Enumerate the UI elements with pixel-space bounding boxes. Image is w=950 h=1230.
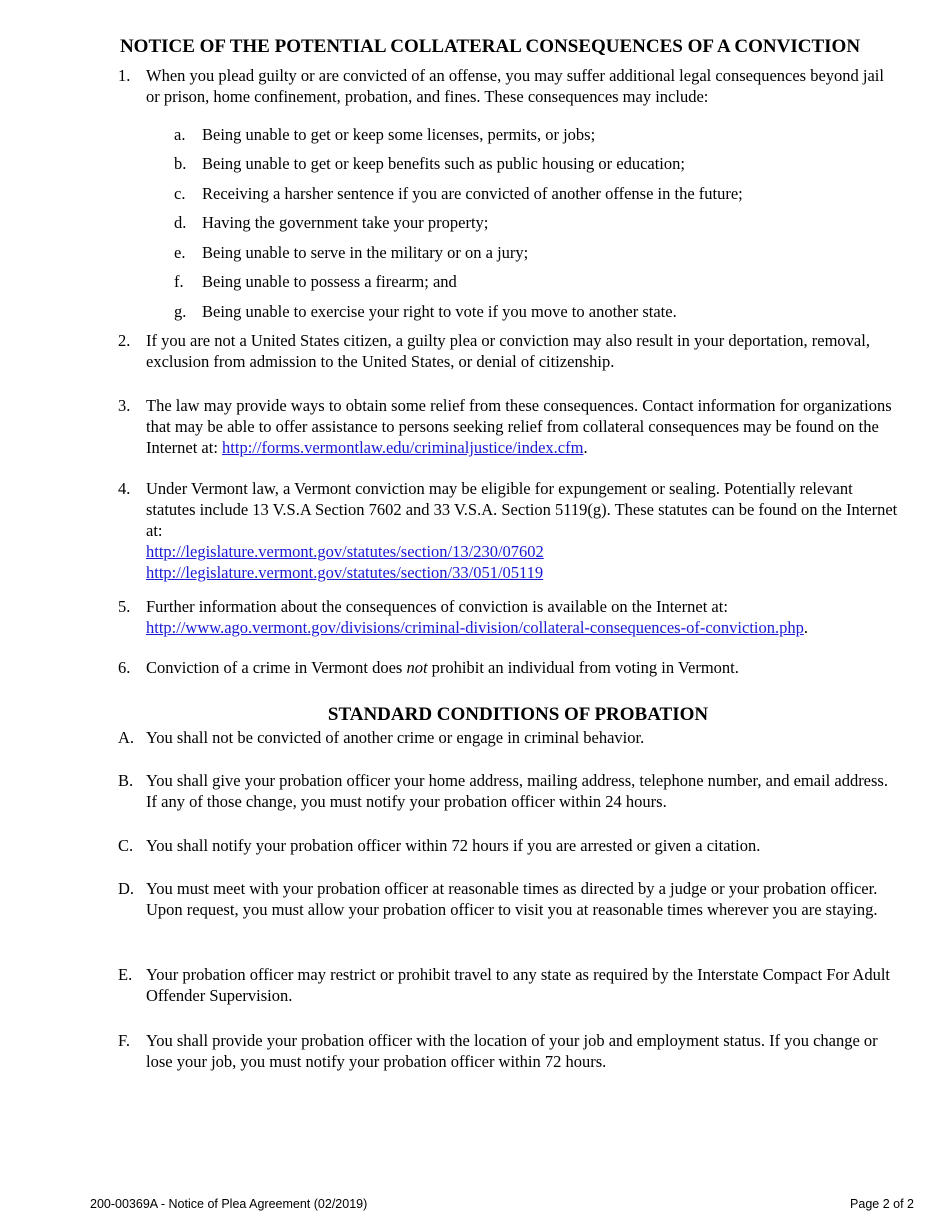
item-number: 3.	[118, 396, 131, 415]
item-text-period: .	[583, 438, 588, 457]
condition-label: B.	[118, 771, 134, 790]
condition-label: A.	[118, 728, 135, 747]
subitem-text: Being unable to exercise your right to vote if you move to another state.	[202, 302, 677, 321]
subitem-label: a.	[174, 125, 186, 144]
item-text	[146, 596, 898, 638]
form-id-footer: 200-00369A - Notice of Plea Agreement (02/2019)	[90, 1197, 368, 1211]
notice-item-2	[118, 330, 898, 372]
item-number: 1.	[118, 66, 131, 85]
collateral-consequences-link[interactable]: http://www.ago.vermont.gov/divisions/criminal-division/collateral-consequences-of-conviction.php	[146, 618, 804, 637]
item-text-emphasis: not	[406, 658, 428, 677]
probation-condition-b	[118, 770, 898, 812]
probation-condition-d	[118, 878, 898, 920]
item-number: 2.	[118, 331, 131, 350]
item-text: When you plead guilty or are convicted of an offense, you may suffer additional legal consequences beyond jail or prison, home confinement, probation, and fines. These consequences may include:	[146, 66, 884, 106]
item-number: 4.	[118, 479, 131, 498]
notice-item-6	[118, 657, 898, 678]
notice-item-1	[118, 65, 898, 107]
subitem-a	[174, 124, 894, 145]
subitem-text: Receiving a harsher sentence if you are convicted of another offense in the future;	[202, 184, 743, 203]
subitem-label: g.	[174, 302, 187, 321]
statute-7602-link[interactable]: http://legislature.vermont.gov/statutes/section/13/230/07602	[146, 542, 544, 561]
subitem-e	[174, 242, 894, 263]
subitem-text: Being unable to get or keep benefits such as public housing or education;	[202, 154, 685, 173]
relief-organizations-link[interactable]: http://forms.vermontlaw.edu/criminaljustice/index.cfm	[222, 438, 584, 457]
item-text-body: Under Vermont law, a Vermont conviction may be eligible for expungement or sealing. Potentially relevant statutes include 13 V.S.A Section 7602 and 33 V.S.A. Section 5119(g). These statutes can be found on the Internet at:	[146, 479, 898, 540]
item-number: 5.	[118, 597, 131, 616]
subitem-g	[174, 301, 894, 322]
subitem-label: b.	[174, 154, 187, 173]
page-number-footer: Page 2 of 2	[850, 1197, 914, 1211]
probation-condition-c	[118, 835, 898, 856]
probation-condition-f	[118, 1030, 898, 1072]
subitem-text: Being unable to possess a firearm; and	[202, 272, 457, 291]
subitem-text: Being unable to get or keep some licenses, permits, or jobs;	[202, 125, 596, 144]
subitem-label: d.	[174, 213, 187, 232]
subitem-d	[174, 212, 894, 233]
notice-item-3	[118, 395, 898, 458]
subitem-label: c.	[174, 184, 186, 203]
notice-item-5	[118, 596, 898, 638]
item-text-after: prohibit an individual from voting in Vermont.	[427, 658, 739, 677]
condition-text: You shall provide your probation officer with the location of your job and employment status. If you change or lose your job, you must notify your probation officer within 72 hours.	[146, 1031, 878, 1071]
probation-condition-a	[118, 727, 898, 748]
condition-label: D.	[118, 879, 135, 898]
condition-label: F.	[118, 1031, 130, 1050]
item-text-body: The law may provide ways to obtain some relief from these consequences. Contact information for organizations that may be able to offer assistance to persons seeking relief from collateral consequences may be found on the Internet at:	[146, 396, 892, 457]
subitem-f	[174, 271, 894, 292]
subitem-text: Being unable to serve in the military or on a jury;	[202, 243, 529, 262]
notice-title: NOTICE OF THE POTENTIAL COLLATERAL CONSEQUENCES OF A CONVICTION	[119, 36, 861, 57]
condition-text: You shall not be convicted of another crime or engage in criminal behavior.	[146, 728, 645, 747]
item-text	[146, 395, 898, 458]
condition-label: C.	[118, 836, 134, 855]
subitem-label: e.	[174, 243, 186, 262]
notice-item-4	[118, 478, 898, 583]
item-text	[146, 478, 898, 583]
probation-title: STANDARD CONDITIONS OF PROBATION	[327, 704, 709, 725]
condition-text: You must meet with your probation officer at reasonable times as directed by a judge or your probation officer. Upon request, you must allow your probation officer to visit you at reasonable times wherever you are staying.	[146, 879, 878, 919]
subitem-b	[174, 153, 894, 174]
statute-5119-link[interactable]: http://legislature.vermont.gov/statutes/section/33/051/05119	[146, 563, 544, 582]
item-text: If you are not a United States citizen, a guilty plea or conviction may also result in your deportation, removal, exclusion from admission to the United States, or denial of citizenship.	[146, 331, 870, 371]
subitem-c	[174, 183, 894, 204]
item-text-body: Further information about the consequences of conviction is available on the Internet at:	[146, 597, 728, 616]
condition-text: You shall give your probation officer your home address, mailing address, telephone number, and email address. If any of those change, you must notify your probation officer within 24 hours.	[146, 771, 888, 811]
condition-text: Your probation officer may restrict or prohibit travel to any state as required by the Interstate Compact For Adult Offender Supervision.	[146, 965, 890, 1005]
item-text	[146, 657, 898, 678]
subitem-text: Having the government take your property;	[202, 213, 489, 232]
item-text-period: .	[803, 618, 808, 637]
probation-condition-e	[118, 964, 898, 1006]
condition-text: You shall notify your probation officer within 72 hours if you are arrested or given a citation.	[146, 836, 761, 855]
condition-label: E.	[118, 965, 133, 984]
subitem-label: f.	[174, 272, 184, 291]
item-text-before: Conviction of a crime in Vermont does	[146, 658, 407, 677]
item-number: 6.	[118, 658, 131, 677]
